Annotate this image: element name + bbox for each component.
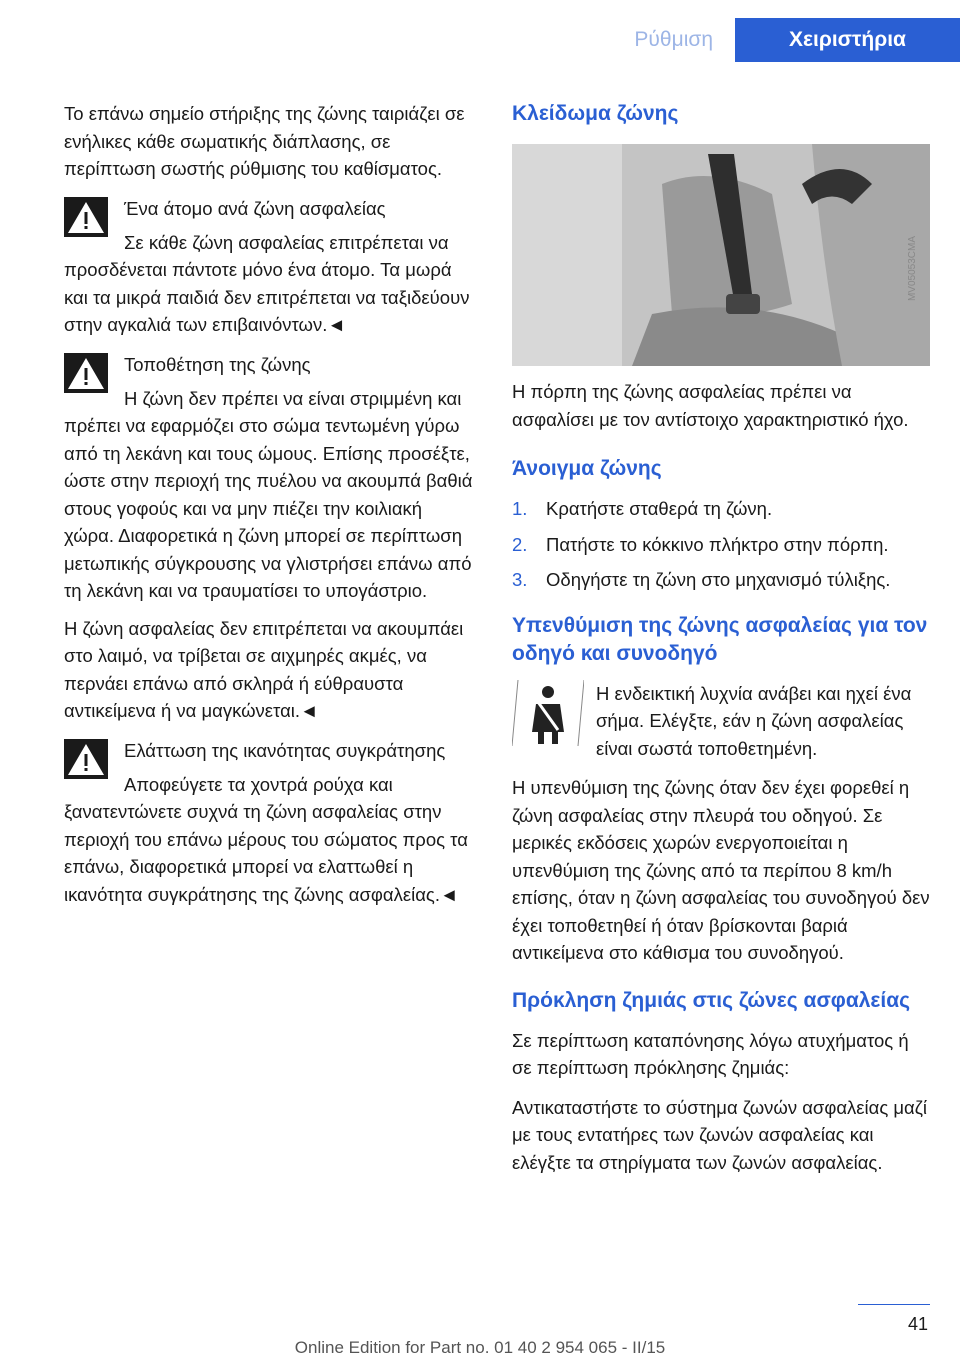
steps-list xyxy=(512,495,930,594)
warning-body-2: Η ζώνη ασφαλείας δεν επιτρέπεται να ακουμπάει στο λαιμό, να τρίβεται σε αιχμηρές ακμές, να περνάει επάνω από σκληρά ή εύθραυστα αντικείμενα ή να μαγκώνεται.◄ xyxy=(64,617,464,721)
seatbelt-reminder-icon xyxy=(512,680,584,746)
paragraph: Σε περίπτωση καταπόνησης λόγω ατυχήματος ή σε περίπτωση πρόκλησης ζημιάς: xyxy=(512,1029,909,1078)
header-tabs xyxy=(612,18,960,62)
page-number: 41 xyxy=(907,1314,928,1334)
paragraph: Η υπενθύμιση της ζώνης όταν δεν έχει φορεθεί η ζώνη ασφαλείας στην πλευρά του οδηγού. Σε μερικές εκδόσεις χωρών ενεργοποιείται η υπενθύμιση της ζώνης από τα περίπου 8 km/h επίσης, όταν η ζώνη ασφαλείας του συνοδηγού δεν έχει τοποθετηθεί ή όταν βρίσκονται βαριά αντικείμενα στο κάθισμα του συνοδηγού. xyxy=(512,777,930,963)
warning-icon xyxy=(64,739,108,779)
list-item: 1. Κρατήστε σταθερά τη ζώνη. xyxy=(512,498,773,519)
warning-belt-position xyxy=(64,353,476,725)
warning-title: Ελάττωση της ικανότητας συγκράτησης xyxy=(124,739,446,761)
warning-body: Αποφεύγετε τα χοντρά ρούχα και ξανατεντώνετε συχνά τη ζώνη ασφαλείας στην περιοχή του επάνω μέρους του σώματος προς τα επάνω, διαφορετικά μπορεί να ελαττωθεί η ικανότητα συγκράτησης της ζώνης ασφαλείας.◄ xyxy=(64,773,468,905)
seatbelt-photo xyxy=(512,144,930,366)
warning-icon xyxy=(64,353,108,393)
heading-belt-damage: Πρόκληση ζημιάς στις ζώνες ασφαλείας xyxy=(512,988,911,1012)
seat-illustration xyxy=(512,144,930,366)
warning-icon xyxy=(64,197,108,237)
warning-title: Τοποθέτηση της ζώνης xyxy=(124,353,311,375)
warning-restraint xyxy=(64,739,476,909)
warning-body: Η ζώνη δεν πρέπει να είναι στριμμένη και πρέπει να εφαρμόζει στο σώμα τεντωμένη γύρω από τη λεκάνη και τους ώμους. Επίσης προσέξτε, ώστε στην περιοχή της πυέλου να ακουμπά βαθιά στους γοφούς και να μην πιέζει την κοιλιακή χώρα. Διαφορετικά η ζώνη μπορεί σε περίπτωση μετωπικής σύγκρουσης να γλιστρήσει επάνω από τη λεκάνη και να τραυματίσει το υπογάστριο. xyxy=(64,387,473,601)
heading-belt-lock: Κλείδωμα ζώνης xyxy=(512,102,679,125)
heading-belt-reminder: Υπενθύμιση της ζώνης ασφαλείας για τον οδηγό και συνοδηγό xyxy=(512,613,928,665)
image-code: MV05053CMA xyxy=(906,236,918,302)
paragraph: Η πόρπη της ζώνης ασφαλείας πρέπει να ασφαλίσει με τον αντίστοιχο χαρακτηριστικό ήχο. xyxy=(512,381,909,430)
list-item: 2. Πατήστε το κόκκινο πλήκτρο στην πόρπη. xyxy=(512,533,889,555)
warning-one-person xyxy=(64,197,476,339)
footer-rule xyxy=(858,1304,930,1305)
paragraph: Το επάνω σημείο στήριξης της ζώνης ταιριάζει σε ενήλικες κάθε σωματικής διάπλασης, σε περίπτωση σωστής ρύθμισης του καθίσματος. xyxy=(64,103,465,179)
left-column xyxy=(64,100,476,920)
tab-controls[interactable]: Χειριστήρια xyxy=(735,18,960,62)
right-column xyxy=(512,100,930,1188)
paragraph: Αντικαταστήστε το σύστημα ζωνών ασφαλείας μαζί με τους εντατήρες των ζωνών ασφαλείας και ελέγξτε τα στηρίγματα των ζωνών ασφαλείας. xyxy=(512,1096,928,1173)
edition-text: Online Edition for Part no. 01 40 2 954 065 - II/15 xyxy=(294,1338,666,1357)
tab-setting[interactable]: Ρύθμιση xyxy=(634,28,713,51)
warning-body: Σε κάθε ζώνη ασφαλείας επιτρέπεται να προσδένεται πάντοτε μόνο ένα άτομο. Τα μωρά και τα μικρά παιδιά δεν επιτρέπεται να ταξιδεύουν στην αγκαλιά των επιβαινόντων.◄ xyxy=(64,231,470,335)
reminder-block xyxy=(512,680,930,763)
reminder-text: Η ενδεικτική λυχνία ανάβει και ηχεί ένα σήμα. Ελέγξτε, εάν η ζώνη ασφαλείας είναι σωστά τοποθετημένη. xyxy=(596,682,912,759)
heading-open-belt: Άνοιγμα ζώνης xyxy=(512,457,662,480)
warning-title: Ένα άτομο ανά ζώνη ασφαλείας xyxy=(124,197,386,219)
list-item: 3. Οδηγήστε τη ζώνη στο μηχανισμό τύλιξης. xyxy=(512,569,891,590)
